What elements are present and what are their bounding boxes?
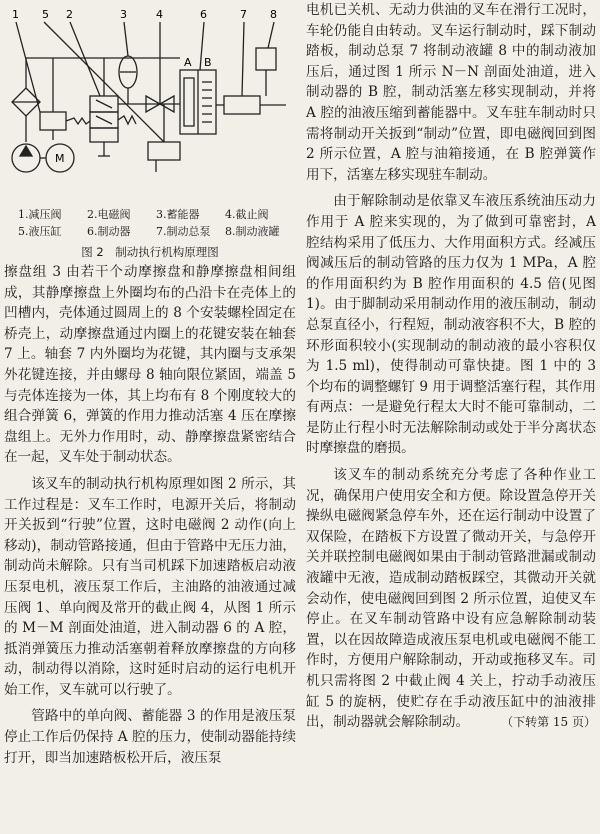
legend-item: 3.蓄能器 — [156, 208, 200, 221]
reducing-valve-symbol — [40, 112, 66, 130]
legend-item: 8.制动液罐 — [225, 225, 280, 238]
body-paragraph-text: 该叉车的制动系统充分考虑了各种作业工况，确保用户使用安全和方便。除设置急停开关操纵电磁阀紧急停车外，还在运行制动中设置了双保险，在踏板下方设置了微动开关，与急停开关并联控制电磁阀如果由于制动管路泄漏或制动液罐中无液，造成制动踏板踩空，其微动开关就会动作，使电磁阀回到图 2 所示位置，迫使叉车停止。在叉车制动管路中设有应急解除制动装置，以在因故障造成液压泵电机或电磁阀不能工作时，方便用户解除制动，开动或拖移叉车。司机只需将图 2 中截止阀 4 关上，拧动手动液压缸 5 的旋柄，使贮存在手动液压缸中的油液排出，制动器就会解除制动。 — [306, 467, 596, 731]
figure-legend — [18, 206, 294, 240]
chamber-label-a: A — [184, 56, 192, 69]
brake-schematic-diagram — [4, 0, 296, 206]
part-number-1: 1 — [12, 8, 19, 21]
reservoir-symbol — [256, 48, 276, 70]
part-number-5: 5 — [42, 8, 49, 21]
legend-item: 2.电磁阀 — [87, 208, 131, 221]
chamber-label-b: B — [204, 56, 212, 69]
legend-item: 7.制动总泵 — [156, 225, 211, 238]
motor-label: M — [55, 152, 65, 165]
cylinder-symbol — [148, 142, 180, 160]
body-paragraph: 擦盘组 3 由若干个动摩擦盘和静摩擦盘相间组成，其静摩擦盘上外圈均布的凸沿卡在壳体上的凹槽内，壳体通过圆周上的 8 个安装螺栓固定在桥壳上，动摩擦盘通过内圈上的花键安装在轴套 7 上。轴套 7 内外圈均为花键，其内圈与支承架外花键连接，并由螺母 8 轴向限位紧固，端盖 5 与壳体连接为一体，其上均布有 8 个刚度较大的组合弹簧 6，弹簧的作用力推动活塞 4 压在摩擦盘组上。无外力作用时，动、静摩擦盘紧密结合在一起，叉车处于制动状态。 — [4, 264, 296, 466]
figure-caption: 图 2 制动执行机构原理图 — [81, 245, 219, 259]
legend-row — [18, 206, 294, 223]
right-column — [306, 0, 596, 733]
body-paragraph: 该叉车的制动执行机构原理如图 2 所示，其工作过程是：叉车工作时，电源开关后，将制动开关扳到“行驶”位置，这时电磁阀 2 动作(向上移动)，制动管路接通，但由于管路中无压力油，制动尚未解除。只有当司机踩下加速踏板启动液压泵电机，液压泵工作后，主油路的油液通过减压阀 1、单向阀及常开的截止阀 4，从图 1 所示的 M－M 剖面处油道，进入制动器 6 的 A 腔，抵消弹簧压力推动活塞朝着释放摩擦盘的方向移动，制动得以消除，这时延时启动的运行电机开始工作，叉车就可以行驶了。 — [4, 475, 296, 698]
part-number-7: 7 — [240, 8, 247, 21]
part-number-6: 6 — [200, 8, 207, 21]
figure-2 — [4, 0, 296, 262]
legend-item: 4.截止阀 — [225, 208, 269, 221]
legend-row — [18, 223, 294, 240]
part-number-2: 2 — [66, 8, 73, 21]
legend-item: 5.液压缸 — [18, 225, 62, 238]
part-number-3: 3 — [120, 8, 127, 21]
part-number-8: 8 — [270, 8, 277, 21]
left-column — [4, 0, 296, 768]
legend-item: 1.减压阀 — [18, 208, 62, 221]
master-cylinder-symbol — [224, 96, 260, 114]
continued-note: （下转第 15 页） — [501, 715, 596, 730]
part-number-4: 4 — [156, 8, 163, 21]
body-paragraph — [306, 465, 596, 733]
body-paragraph: 管路中的单向阀、蓄能器 3 的作用是液压泵停止工作后仍保持 A 腔的压力，使制动器能持续打开，即当加速踏板松开后，液压泵 — [4, 708, 296, 766]
body-paragraph: 由于解除制动是依靠叉车液压系统油压动力作用于 A 腔来实现的，为了做到可靠密封，A 腔结构采用了低压力、大作用面积方式。经减压阀减压后的制动管路的压力仅为 1 MPa，A 腔的作用面积约为 B 腔作用面积的 4.5 倍(见图 1)。由于脚制动采用制动作用的液压制动，制动总泵直径小，行程短，制动液容积不大，B 腔的环形面积较小(实现制动的制动液的最小容积仅为 1.5 ml)，使得制动可靠快捷。图 1 中的 3 个均布的调整螺钉 9 用于调整活塞行程，其作用有两点：一是避免行程太大时不能可靠制动，二是防止行程小时无法解除制动或处于半分离状态时摩擦盘的磨损。 — [306, 193, 596, 457]
legend-item: 6.制动器 — [87, 225, 131, 238]
body-paragraph: 电机已关机、无动力供油的叉车在滑行工况时，车轮仍能自由转动。叉车运行制动时，踩下制动踏板，制动总泵 7 将制动液罐 8 中的制动液加压后，通过图 1 所示 N－N 剖面处油道，进入制动器的 B 腔，制动活塞左移实现制动，并将 A 腔的油液压缩到蓄能器中。叉车驻车制动时只需将制动开关扳到“制动”位置，即电磁阀回到图 2 所示位置，A 腔与油箱接通，在 B 腔弹簧作用下，活塞左移实现驻车制动。 — [306, 2, 596, 183]
